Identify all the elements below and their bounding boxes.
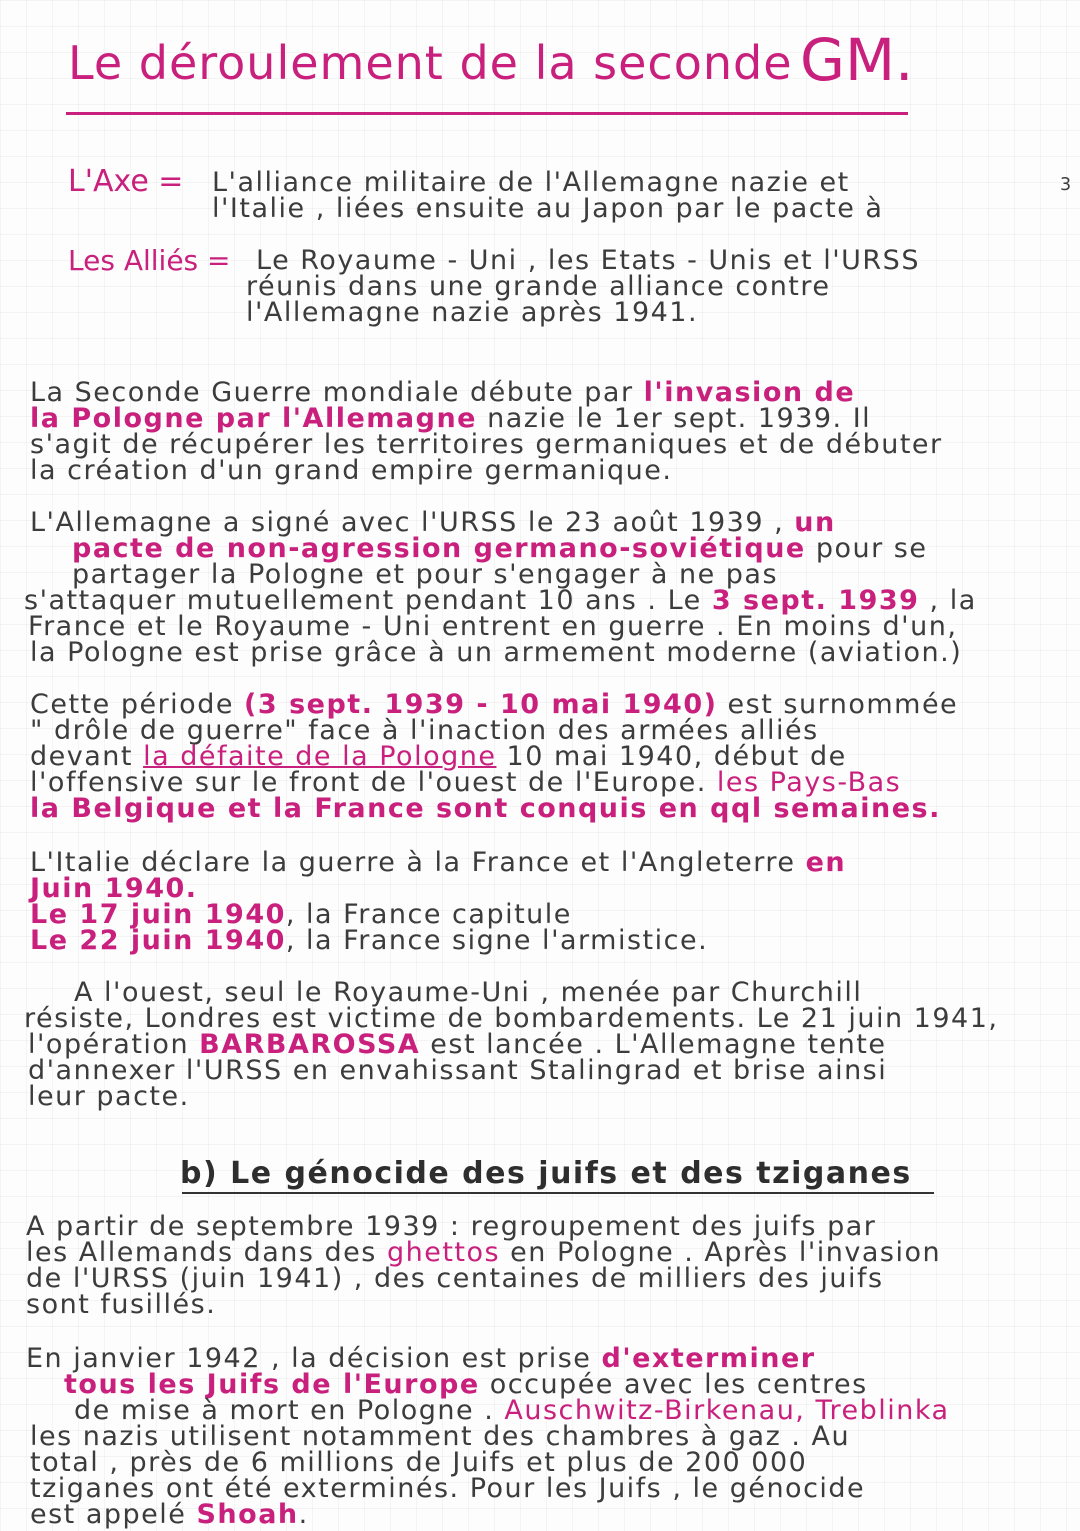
- paragraph-line: sont fusillés.: [26, 1289, 217, 1320]
- paragraph-line: France et le Royaume - Uni entrent en guerre . En moins d'un,: [28, 611, 958, 642]
- page-title-abbrev: GM.: [800, 26, 914, 94]
- paragraph-line: partager la Pologne et pour s'engager à ne pas: [72, 559, 779, 590]
- paragraph-line: En janvier 1942 , la décision est prise d'exterminer: [26, 1343, 816, 1374]
- paragraph-line: est appelé Shoah.: [30, 1499, 309, 1530]
- paragraph-line: l'offensive sur le front de l'ouest de l'Europe. les Pays-Bas: [30, 767, 902, 798]
- definition-allies-line: Le Royaume - Uni , les Etats - Unis et l'URSS: [256, 245, 920, 276]
- paragraph-line: tziganes ont été exterminés. Pour les Juifs , le génocide: [30, 1473, 866, 1504]
- page-title: Le déroulement de la seconde: [68, 36, 793, 90]
- paragraph-line: la Pologne est prise grâce à un armement moderne (aviation.): [30, 637, 963, 668]
- definition-allies-line: réunis dans une grande alliance contre: [246, 271, 831, 302]
- paragraph-line: la Pologne par l'Allemagne nazie le 1er sept. 1939. Il: [30, 403, 872, 434]
- definition-axe-line: l'Italie , liées ensuite au Japon par le pacte à: [212, 193, 884, 224]
- paragraph-line: Le 17 juin 1940, la France capitule: [30, 899, 572, 930]
- margin-number: 3: [1060, 175, 1073, 195]
- paragraph-line: l'opération BARBAROSSA est lancée . L'Allemagne tente: [28, 1029, 887, 1060]
- paragraph-line: devant la défaite de la Pologne 10 mai 1940, début de: [30, 741, 847, 772]
- paragraph-line: s'agit de récupérer les territoires germaniques et de débuter: [30, 429, 943, 460]
- paragraph-line: tous les Juifs de l'Europe occupée avec les centres: [64, 1369, 868, 1400]
- paragraph-line: La Seconde Guerre mondiale débute par l'invasion de: [30, 377, 856, 408]
- paragraph-line: L'Allemagne a signé avec l'URSS le 23 août 1939 , un: [30, 507, 836, 538]
- paragraph-line: L'Italie déclare la guerre à la France et l'Angleterre en: [30, 847, 847, 878]
- section-underline: [182, 1192, 934, 1194]
- paragraph-line: la Belgique et la France sont conquis en qql semaines.: [30, 793, 941, 824]
- paragraph-line: de mise à mort en Pologne . Auschwitz-Birkenau, Treblinka: [74, 1395, 950, 1426]
- paragraph-line: s'attaquer mutuellement pendant 10 ans . Le 3 sept. 1939 , la: [24, 585, 977, 616]
- paragraph-line: résiste, Londres est victime de bombardements. Le 21 juin 1941,: [24, 1003, 999, 1034]
- paragraph-line: total , près de 6 millions de Juifs et plus de 200 000: [30, 1447, 808, 1478]
- paragraph-line: Le 22 juin 1940, la France signe l'armistice.: [30, 925, 709, 956]
- paragraph-line: Cette période (3 sept. 1939 - 10 mai 1940) est surnommée: [30, 689, 959, 720]
- paragraph-line: d'annexer l'URSS en envahissant Stalingrad et brise ainsi: [28, 1055, 888, 1086]
- paragraph-line: pacte de non-agression germano-soviétique pour se: [72, 533, 928, 564]
- paragraph-line: " drôle de guerre" face à l'inaction des armées alliés: [30, 715, 819, 746]
- definition-axe-label: L'Axe =: [68, 164, 184, 199]
- definition-allies-line: l'Allemagne nazie après 1941.: [246, 297, 699, 328]
- paragraph-line: A l'ouest, seul le Royaume-Uni , menée par Churchill: [74, 977, 863, 1008]
- paragraph-line: Juin 1940.: [30, 873, 198, 904]
- paragraph-line: leur pacte.: [28, 1081, 190, 1112]
- paragraph-line: les nazis utilisent notamment des chambres à gaz . Au: [30, 1421, 851, 1452]
- section-title: b) Le génocide des juifs et des tziganes: [180, 1156, 912, 1191]
- paragraph-line: les Allemands dans des ghettos en Pologne . Après l'invasion: [26, 1237, 942, 1268]
- title-underline: [66, 112, 908, 115]
- paragraph-line: A partir de septembre 1939 : regroupement des juifs par: [26, 1211, 877, 1242]
- paragraph-line: la création d'un grand empire germanique.: [30, 455, 673, 486]
- paragraph-line: de l'URSS (juin 1941) , des centaines de milliers des juifs: [26, 1263, 884, 1294]
- definition-allies-label: Les Alliés =: [68, 244, 231, 277]
- definition-axe-line: L'alliance militaire de l'Allemagne nazie et: [212, 167, 850, 198]
